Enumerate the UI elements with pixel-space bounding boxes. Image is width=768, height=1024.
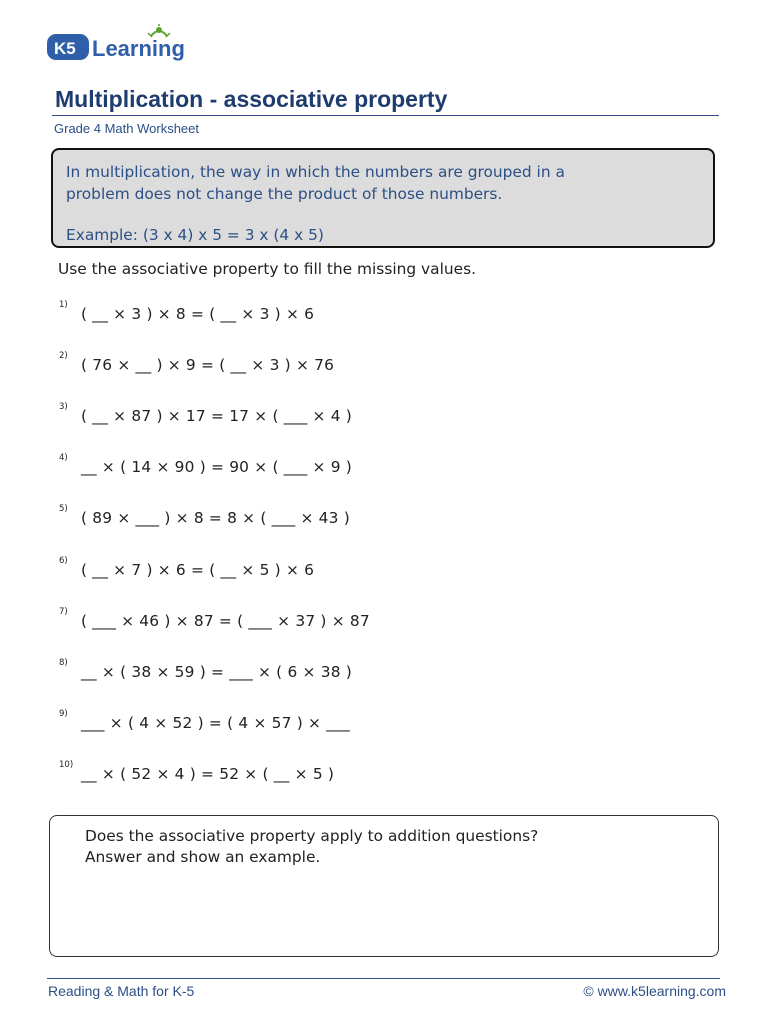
problem-expression: ( __ × 87 ) × 17 = 17 × ( ___ × 4 ) (81, 407, 353, 425)
bonus-question-box (49, 815, 719, 957)
problem-expression: ( ___ × 46 ) × 87 = ( ___ × 37 ) × 87 (81, 612, 370, 630)
worksheet-subtitle: Grade 4 Math Worksheet (54, 121, 199, 136)
footer-tagline: Reading & Math for K-5 (48, 983, 195, 999)
problem-number: 4) (59, 453, 68, 463)
instructions: Use the associative property to fill the missing values. (58, 260, 476, 278)
rule-line-1: In multiplication, the way in which the numbers are grouped in a (66, 163, 565, 181)
bonus-question (85, 826, 685, 868)
problem-expression: __ × ( 14 × 90 ) = 90 × ( ___ × 9 ) (81, 458, 353, 476)
problem-number: 10) (59, 760, 74, 770)
problem-number: 3) (59, 402, 68, 412)
problem-expression: ( __ × 7 ) × 6 = ( __ × 5 ) × 6 (81, 561, 315, 579)
question-line-1: Does the associative property apply to addition questions? (85, 827, 539, 845)
problem-number: 2) (59, 351, 68, 361)
rule-example: Example: (3 x 4) x 5 = 3 x (4 x 5) (66, 226, 324, 244)
problem-number: 5) (59, 504, 68, 514)
footer-divider (47, 978, 720, 979)
problem-number: 9) (59, 709, 68, 719)
k5-learning-logo (46, 22, 198, 66)
problem-expression: ( 89 × ___ ) × 8 = 8 × ( ___ × 43 ) (81, 509, 350, 527)
question-line-2: Answer and show an example. (85, 848, 321, 866)
rule-explanation-box (51, 148, 715, 248)
problem-number: 7) (59, 607, 68, 617)
problem-expression: ( __ × 3 ) × 8 = ( __ × 3 ) × 6 (81, 305, 315, 323)
rule-text (66, 161, 696, 205)
problem-number: 1) (59, 300, 68, 310)
problem-expression: ___ × ( 4 × 52 ) = ( 4 × 57 ) × ___ (81, 714, 350, 732)
problem-expression: __ × ( 38 × 59 ) = ___ × ( 6 × 38 ) (81, 663, 353, 681)
rule-line-2: problem does not change the product of those numbers. (66, 185, 503, 203)
logo-word: Learning (92, 36, 185, 61)
title-divider (52, 115, 719, 116)
worksheet-title: Multiplication - associative property (55, 86, 448, 112)
logo-mark: K5 (54, 39, 76, 58)
problem-expression: ( 76 × __ ) × 9 = ( __ × 3 ) × 76 (81, 356, 335, 374)
footer-website: © www.k5learning.com (583, 983, 726, 999)
problem-expression: __ × ( 52 × 4 ) = 52 × ( __ × 5 ) (81, 765, 335, 783)
problem-number: 6) (59, 556, 68, 566)
problem-number: 8) (59, 658, 68, 668)
